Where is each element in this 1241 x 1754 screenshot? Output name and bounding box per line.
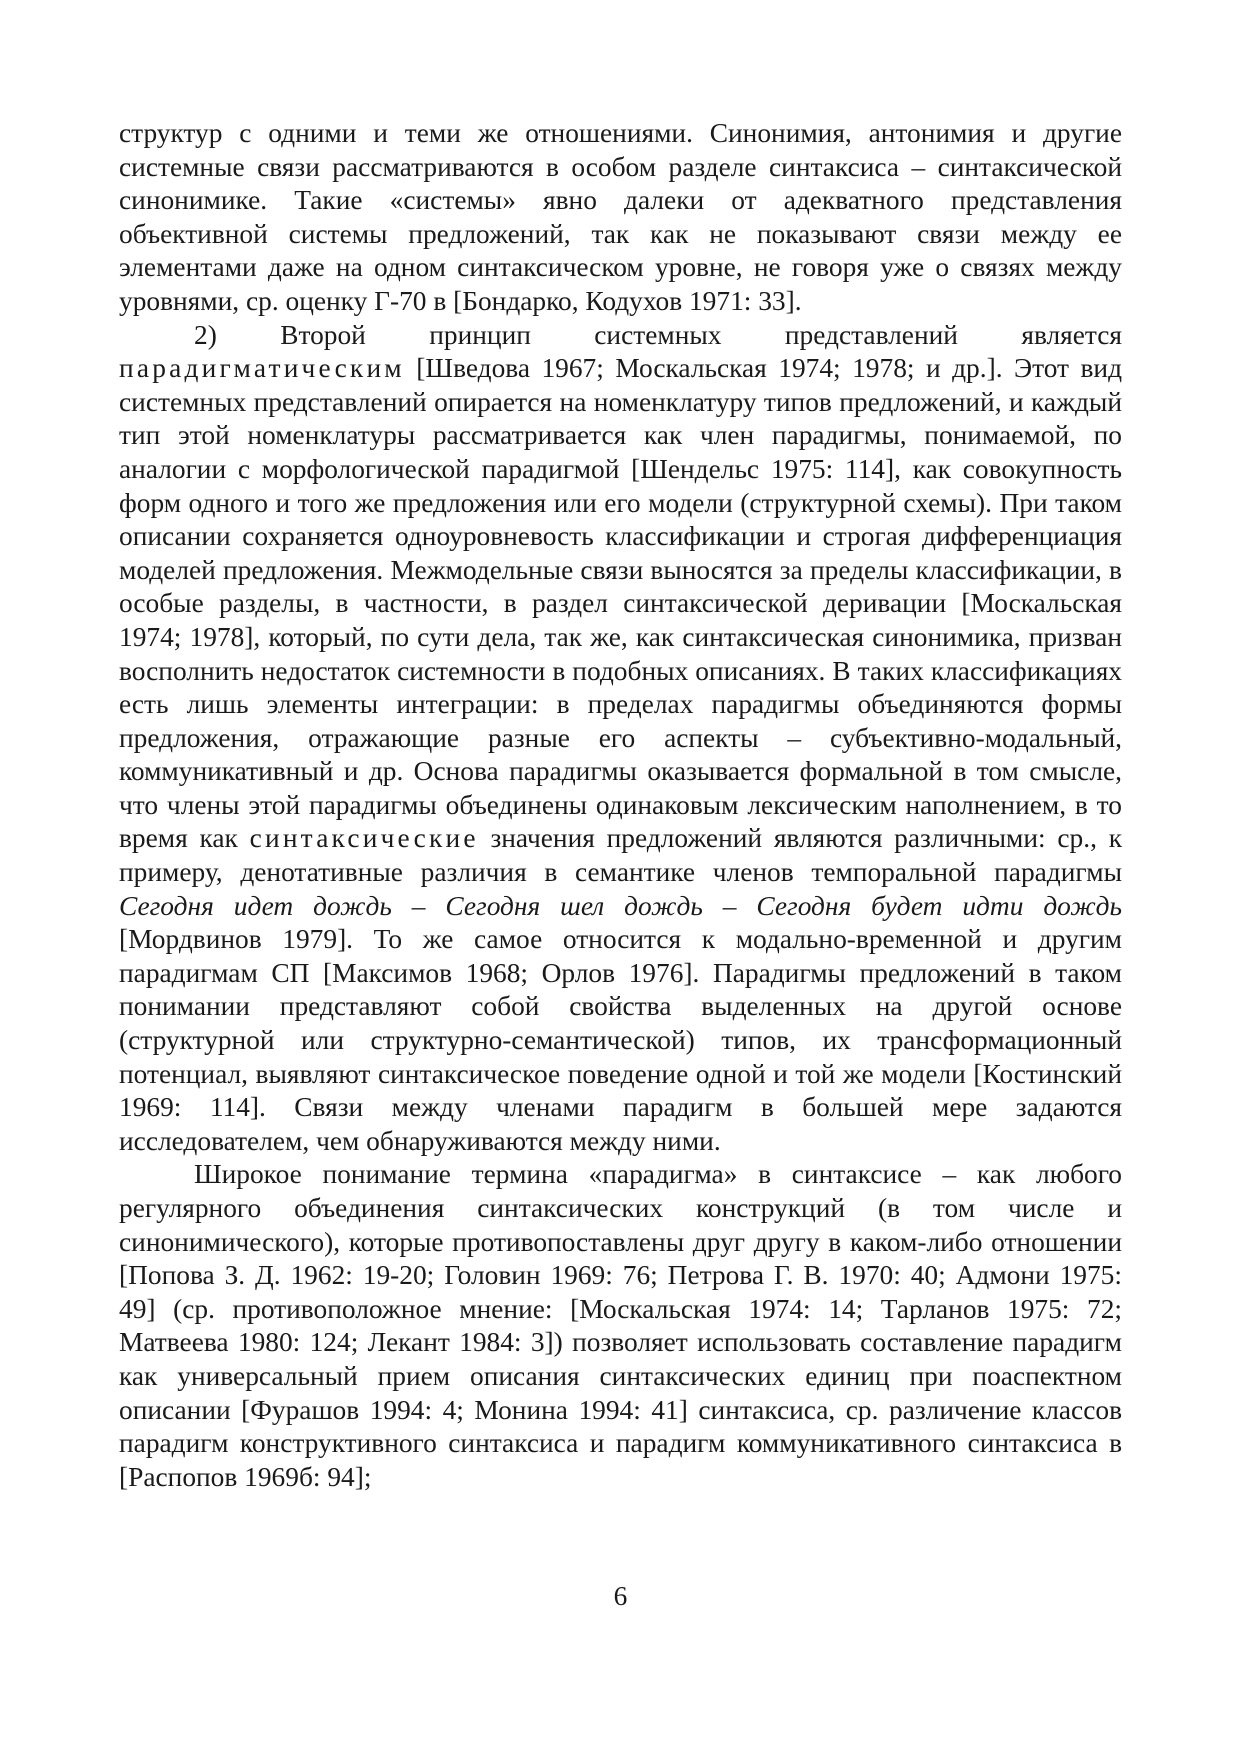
- body-text: [119, 117, 1122, 1494]
- italic-example: Сегодня идет дождь – Сегодня шел дождь – Сегодня будет идти дождь: [119, 890, 1122, 921]
- paragraph-3: Широкое понимание термина «парадигма» в синтаксисе – как любого регулярного объединения синтаксических конструкций (в том числе и синонимического), которые противопоставлены друг другу в каком-либо отношении [Попова З. Д. 1962: 19-20; Головин 1969: 76; Петрова Г. В. 1970: 40; Адмони 1975: 49] (ср. противоположное мнение: [Москальская 1974: 14; Тарланов 1975: 72; Матвеева 1980: 124; Лекант 1984: 3]) позволяет использовать составление парадигм как универсальный прием описания синтаксических единиц при поаспектном описании [Фурашов 1994: 4; Монина 1994: 41] синтаксиса, ср. различение классов парадигм конструктивного синтаксиса и парадигм коммуникативного синтаксиса в [Распопов 1969б: 94];: [119, 1159, 1122, 1492]
- paragraph-2-text-e: значения предложений являются различными: ср., к примеру, денотативные различия в семантике членов темпоральной парадигмы: [119, 823, 1122, 888]
- paragraph-1: структур с одними и теми же отношениями. Синонимия, антонимия и другие системные связи рассматриваются в особом разделе синтаксиса – синтаксической синонимике. Такие «системы» явно далеки от адекватного представления объективной системы предложений, так как не показывают связи между ее элементами даже на одном синтаксическом уровне, не говоря уже о связях между уровнями, ср. оценку Г-70 в [Бондарко, Кодухов 1971: 33].: [119, 118, 1122, 316]
- paragraph-2-text-c: [Шведова 1967; Москальская 1974; 1978; и др.]. Этот вид системных представлений опирается на номенклатуру типов предложений, и каждый тип этой номенклатуры рассматривается как член парадигмы, понимаемой, по аналогии с морфологической парадигмой [Шендельс 1975: 114], как совокупность форм одного и того же предложения или его модели (структурной схемы). При таком описании сохраняется одноуровневость классификации и строгая дифференциация моделей предложения. Межмодельные связи выносятся за пределы классификации, в особые разделы, в частности, в раздел синтаксической деривации [Москальская 1974; 1978], который, по сути дела, так же, как синтаксическая синонимика, призван восполнить недостаток системности в подобных описаниях. В таких классификациях есть лишь элементы интеграции: в пределах парадигмы объединяются формы предложения, отражающие разные его аспекты – субъективно-модальный, коммуникативный и др. Основа парадигмы оказывается формальной в том смысле, что члены этой парадигмы объединены одинаковым лексическим наполнением, в то время как: [119, 353, 1122, 854]
- paragraph-2-text-g: [Мордвинов 1979]. То же самое относится к модально-временной и другим парадигмам СП [Максимов 1968; Орлов 1976]. Парадигмы предложений в таком понимании представляют собой свойства выделенных на другой основе (структурной или структурно-семантической) типов, их трансформационный потенциал, выявляют синтаксическое поведение одной и той же модели [Костинский 1969: 114]. Связи между членами парадигм в большей мере задаются исследователем, чем обнаруживаются между ними.: [119, 924, 1122, 1156]
- paragraph-2-text-a: 2) Второй принцип системных представлений является: [194, 319, 1122, 350]
- spaced-term-paradigmatic: парадигматическим: [119, 353, 405, 384]
- spaced-term-syntactic: синтаксические: [249, 823, 479, 854]
- paragraph-2: [119, 319, 1122, 1159]
- page-number: 6: [613, 1581, 628, 1611]
